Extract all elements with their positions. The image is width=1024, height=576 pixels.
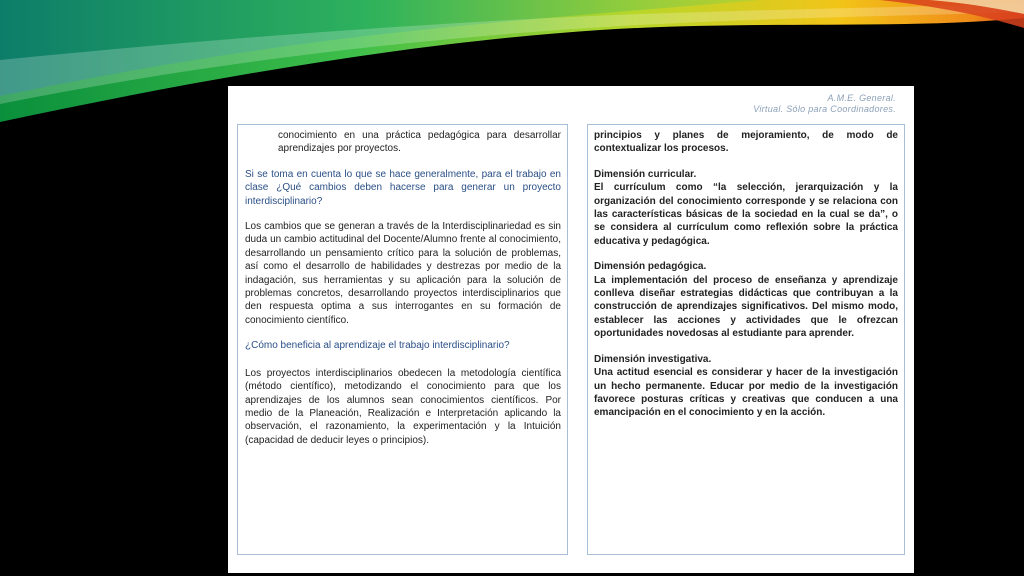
question-changes: Si se toma en cuenta lo que se hace generalmente, para el trabajo en clase ¿Qué cambios deben hacerse para generar un proyecto interdisciplinario? xyxy=(245,168,561,207)
paragraph-changes-answer: Los cambios que se generan a través de la Interdisciplinariedad es sin duda un cambio actitudinal del Docente/Alumno frente al conocimiento, desarrollando un pensamiento crítico para la solución de problemas, así como el desarrollo de habilidades y destrezas por medio de la indagación, sus herramientas y su aplicación para la solución de problemas concretos, desarrollando proyectos interdisciplinarios que den respuesta optima a sus interrogantes en su formación de conocimiento científico. xyxy=(245,221,561,326)
heading-curricular-dimension: Dimensión curricular. xyxy=(594,168,697,180)
paragraph-continuation: conocimiento en una práctica pedagógica para desarrollar aprendizajes por proyectos. xyxy=(278,130,561,155)
paragraph-investigative: Una actitud esencial es considerar y hacer de la investigación un hecho permanente. Educar por medio de la investigación favorece posturas críticas y creativas que conducen a una emancipación en el conocimiento y en la acción. xyxy=(594,367,898,419)
paragraph-continuation: principios y planes de mejoramiento, de modo de contextualizar los procesos. xyxy=(594,130,898,155)
corner-note-line: A.M.E. General. xyxy=(827,93,896,103)
document-page xyxy=(228,86,914,573)
corner-note xyxy=(753,93,896,115)
question-benefits: ¿Cómo beneficia al aprendizaje el trabajo interdisciplinario? xyxy=(245,340,510,352)
paragraph-pedagogical: La implementación del proceso de enseñanza y aprendizaje conlleva diseñar estrategias didácticas que contribuyan a la construcción de aprendizajes significativos. Del mismo modo, establecer las acciones y actividades que le ofrezcan oportunidades novedosas al estudiante para aprender. xyxy=(594,274,898,340)
heading-investigative-dimension: Dimensión investigativa. xyxy=(594,353,712,365)
paragraph-curricular: El currículum como “la selección, jerarquización y la organización del conocimiento corresponde y se relaciona con las características básicas de la sociedad en la cual se da”, o se considera al currículum como reflexión sobre la práctica educativa y pedagógica. xyxy=(594,182,898,247)
paragraph-benefits-answer: Los proyectos interdisciplinarios obedecen la metodología científica (método científico), metodizando el conocimiento para que los aprendizajes de los alumnos sean conocimientos científicos. Por medio de la Planeación, Realización e Interpretación aplicando la observación, el razonamiento, la experimentación y la Intuición (capacidad de deducir leyes o principios). xyxy=(245,367,561,446)
right-column xyxy=(587,124,905,555)
corner-note-line: Virtual. Sólo para Coordinadores. xyxy=(753,104,896,114)
heading-pedagogical-dimension: Dimensión pedagógica. xyxy=(594,261,707,273)
left-column xyxy=(237,124,568,555)
